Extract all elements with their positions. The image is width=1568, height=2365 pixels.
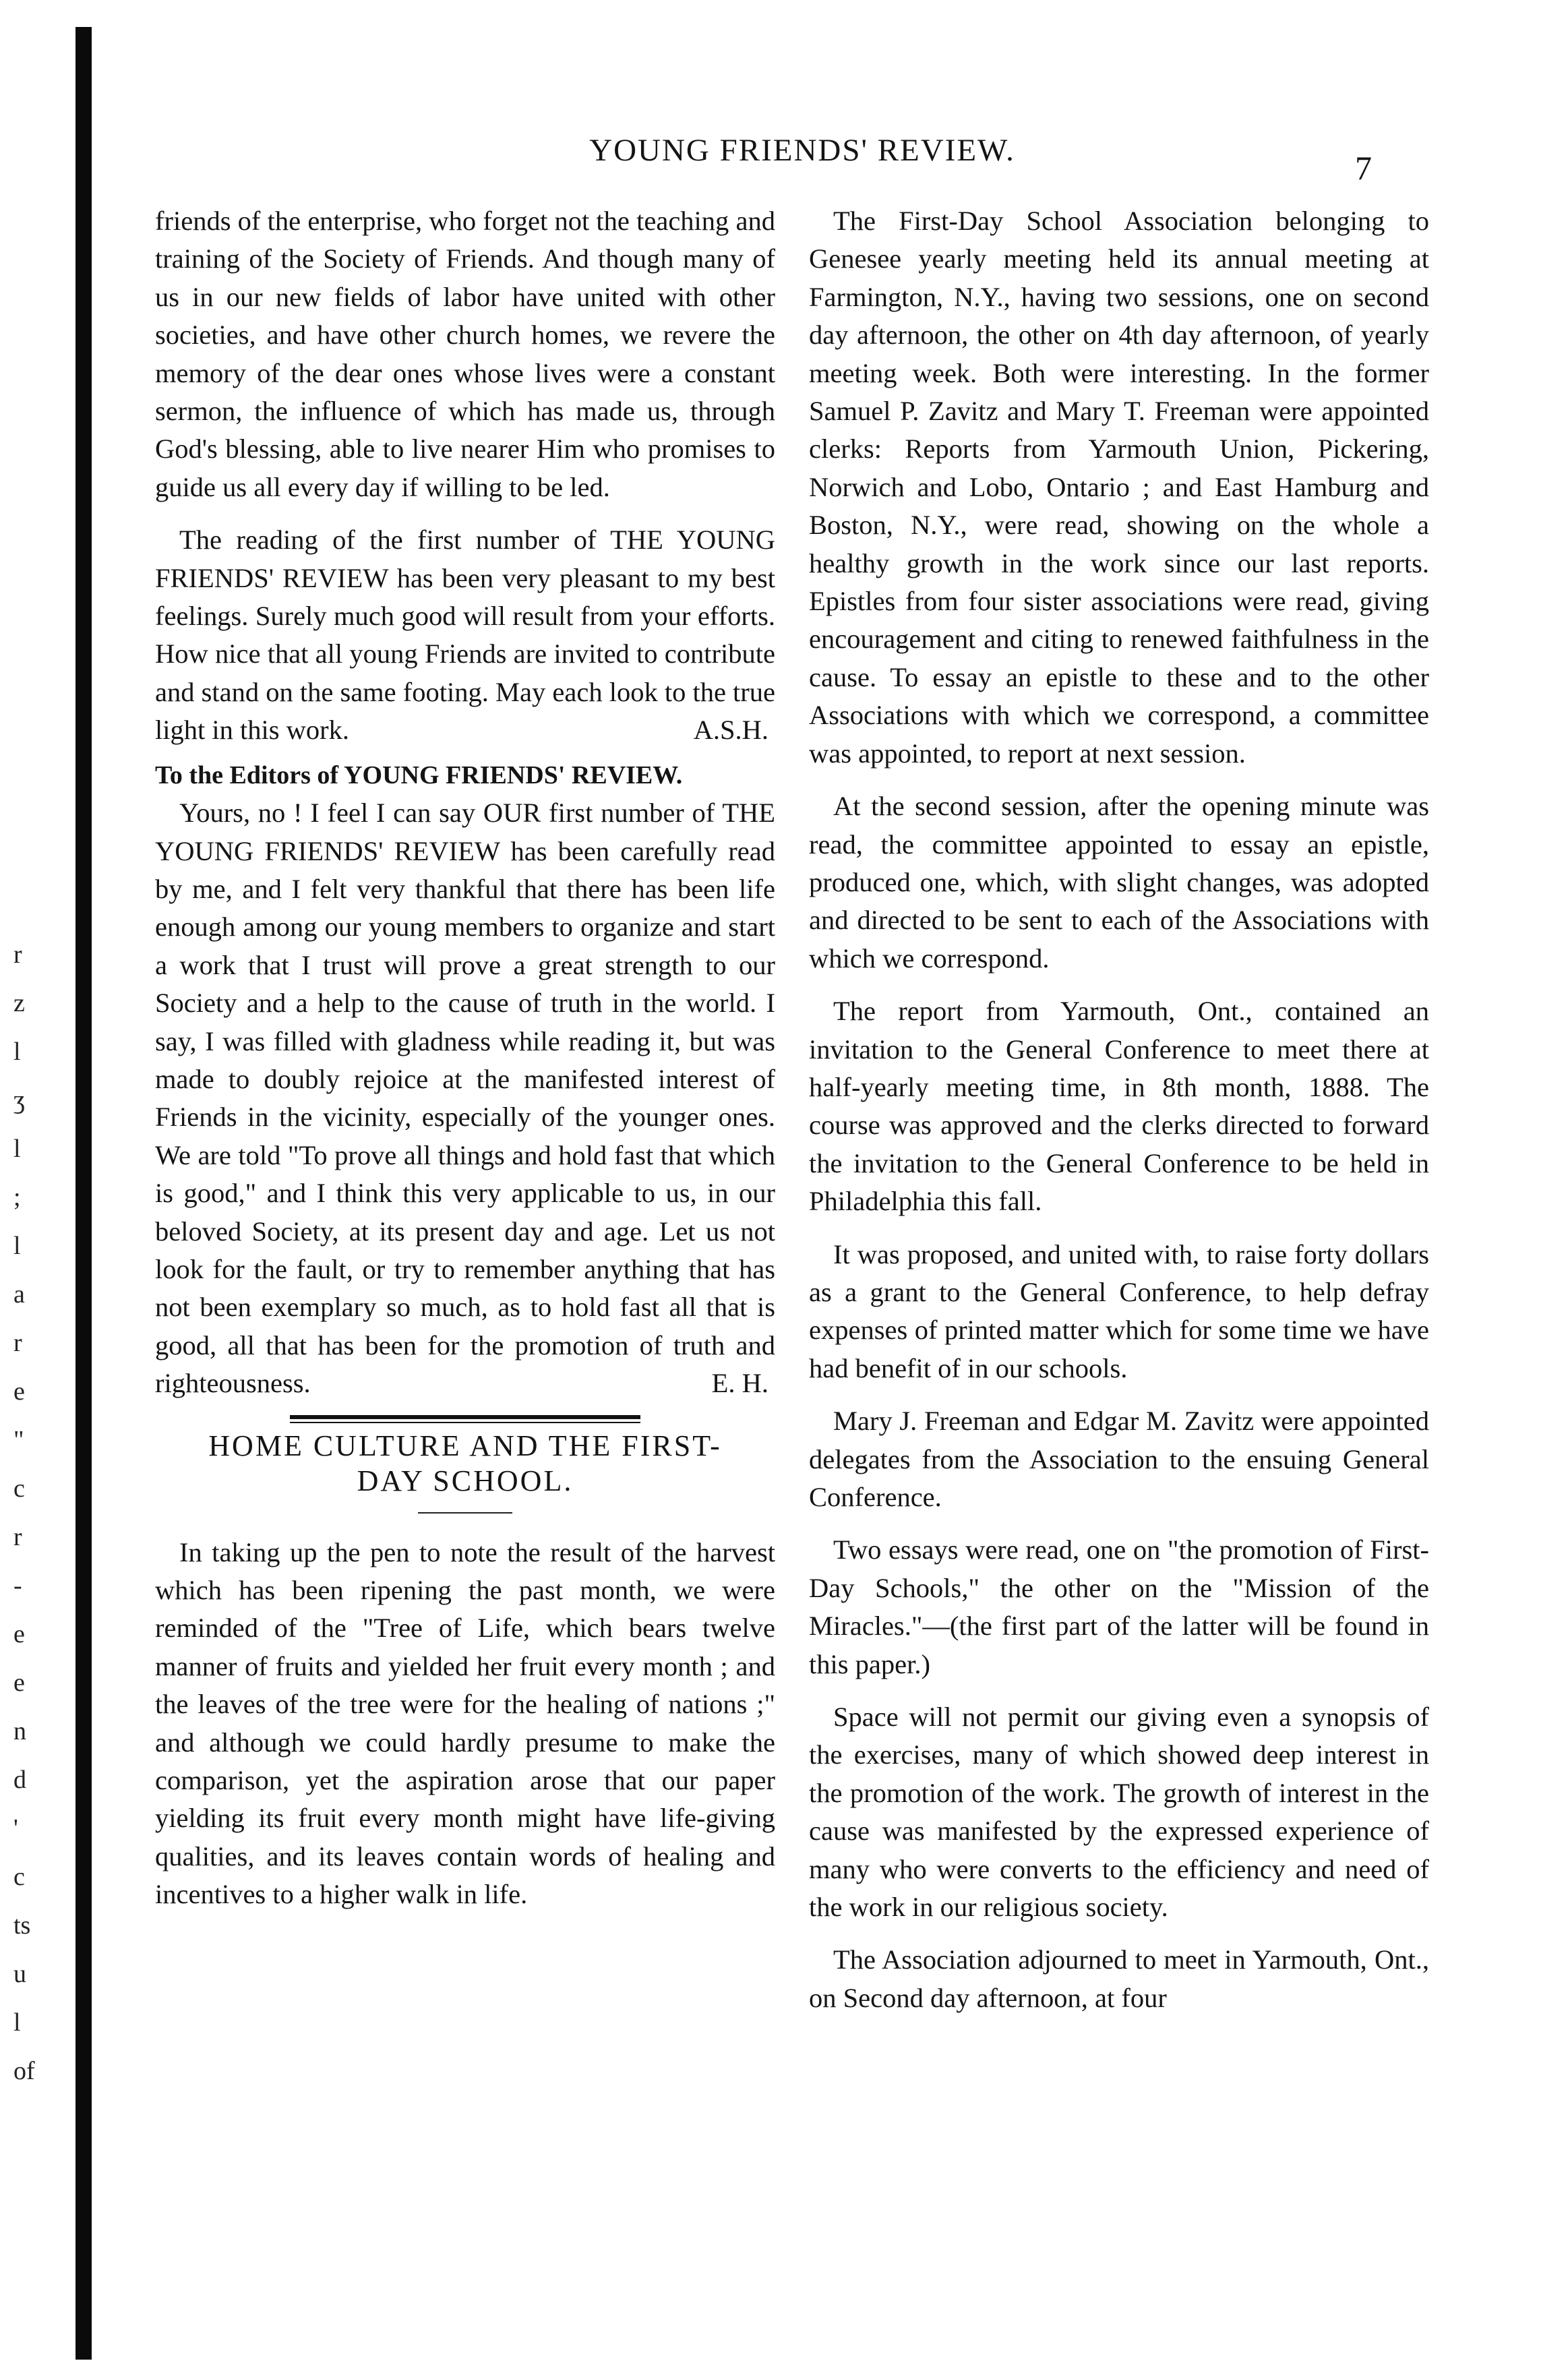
paragraph: Two essays were read, one on "the promotion of First-Day Schools," the other on the "Mission of the Miracles."—(the first part of the latter will be found in this paper.) — [809, 1534, 1429, 1679]
margin-fragment: c — [13, 1474, 25, 1503]
paragraph: The report from Yarmouth, Ont., contained an invitation to the General Conference to meet there at half-yearly meeting time, in 8th month, 1888. The course was approved and the clerks directed to forward the invitation to the General Conference to be held in Philadelphia this fall. — [809, 996, 1429, 1217]
paragraph — [155, 521, 775, 749]
margin-fragment: l — [13, 2008, 21, 2037]
paragraph: In taking up the pen to note the result of the harvest which has been ripening the past month, we were reminded of the "Tree of Life, which bears twelve manner of fruits and yielded her fruit every month ; and the leaves of the tree were for the healing of nations ;" and although we could hardly presume to make the comparison, yet the aspiration arose that our paper yielding its fruit every month might have life-giving qualities, and its leaves contain words of healing and incentives to a higher walk in life. — [155, 1536, 775, 1910]
margin-fragment: u — [13, 1960, 26, 1988]
margin-fragment: n — [13, 1717, 26, 1745]
section-heading-line: HOME CULTURE AND THE FIRST- — [208, 1429, 722, 1462]
heading-rule — [418, 1512, 512, 1514]
margin-fragments — [13, 930, 74, 2095]
paragraph: The Association adjourned to meet in Yarmouth, Ont., on Second day afternoon, at four — [809, 1944, 1429, 2013]
margin-fragment: ts — [13, 1911, 31, 1940]
paragraph: It was proposed, and united with, to raise forty dollars as a grant to the General Conference, to help defray expenses of printed matter which for some time we have had benefit of in our schools. — [809, 1238, 1429, 1383]
margin-fragment: ; — [13, 1183, 21, 1211]
left-column — [155, 202, 775, 1914]
paragraph-text: Yours, no ! I feel I can say OUR first number of THE YOUNG FRIENDS' REVIEW has been carefully read by me, and I felt very thankful that there has been life enough among our young members to organize and start a work that I trust will prove a great strength to our Society and a help to the cause of truth in the world. I say, I was filled with gladness while reading it, but was made to doubly rejoice at the manifested interest of Friends in the vicinity, especially of the younger ones. We are told "To prove all things and hold fast that which is good," and I think this very applicable to us, in our beloved Society, at its present day and age. Let us not look for the fault, or try to remember anything that has not been exemplary so much, as to hold fast all that is good, all that has been for the promotion of truth and righteousness. — [155, 798, 775, 1399]
binding-edge — [76, 27, 92, 2360]
section-divider — [290, 1415, 640, 1423]
margin-fragment: l — [13, 1232, 21, 1260]
margin-fragment: l — [13, 1135, 21, 1163]
margin-fragment: z — [13, 989, 25, 1017]
letter-heading: To the Editors of YOUNG FRIENDS' REVIEW. — [155, 760, 683, 789]
margin-fragment: c — [13, 1863, 25, 1891]
margin-fragment: r — [13, 1329, 22, 1357]
paragraph: Space will not permit our giving even a synopsis of the exercises, many of which showed deep interest in the promotion of the work. The growth of interest in the cause was manifested by the expressed experience of many who were converts to the efficiency and need of the work in our religious society. — [809, 1702, 1429, 1923]
margin-fragment: e — [13, 1377, 25, 1406]
section-heading-line: DAY SCHOOL. — [357, 1464, 574, 1497]
paragraph: Mary J. Freeman and Edgar M. Zavitz were appointed delegates from the Association to the ensuing General Conference. — [809, 1406, 1429, 1512]
margin-fragment: d — [13, 1766, 26, 1794]
margin-fragment: ' — [13, 1814, 18, 1843]
paragraph: The First-Day School Association belonging to Genesee yearly meeting held its annual meeting at Farmington, N.Y., having two sessions, one on second day afternoon, the other on 4th day afternoon, of yearly meeting week. Both were interesting. In the former Samuel P. Zavitz and Mary T. Freeman were appointed clerks: Reports from Yarmouth Union, Pickering, Norwich and Lobo, Ontario ; and East Hamburg and Boston, N.Y., were read, showing on the whole a healthy growth in the work since our last reports. Epistles from four sister associations were read, giving encouragement and citing to renewed faithfulness in the cause. To essay an epistle to these and to the other Associations with which we correspond, a committee was appointed, to report at next session. — [809, 206, 1429, 769]
paragraph: friends of the enterprise, who forget not the teaching and training of the Society of Friends. And though many of us in our new fields of labor have united with other societies, and have other church homes, we revere the memory of the dear ones whose lives were a constant sermon, the influence of which has made us, through God's blessing, able to live nearer Him who promises to guide us all every day if willing to be led. — [155, 206, 775, 502]
signature: A.S.H. — [693, 715, 768, 746]
running-head: YOUNG FRIENDS' REVIEW. — [589, 133, 1015, 168]
margin-fragment: r — [13, 940, 22, 969]
margin-fragment: ʒ — [13, 1086, 25, 1114]
margin-fragment: - — [13, 1571, 22, 1600]
margin-fragment: l — [13, 1038, 21, 1066]
margin-fragment: e — [13, 1669, 25, 1697]
margin-fragment: r — [13, 1523, 22, 1551]
paragraph-text: The reading of the first number of THE YOUNG FRIENDS' REVIEW has been very pleasant to my best feelings. Surely much good will result from your efforts. How nice that all young Friends are invited to contribute and stand on the same footing. May each look to the true light in this work. — [155, 525, 776, 746]
margin-fragment: a — [13, 1280, 25, 1309]
margin-fragment: of — [13, 2057, 35, 2085]
paragraph: At the second session, after the opening minute was read, the committee appointed to essay an epistle, produced one, which, with slight changes, was adopted and directed to be sent to each of the Associations with which we correspond. — [809, 791, 1429, 974]
margin-fragment: e — [13, 1620, 25, 1648]
signature: E. H. — [711, 1368, 768, 1399]
page-number: 7 — [1355, 149, 1372, 187]
right-column — [809, 202, 1429, 2017]
margin-fragment: " — [13, 1426, 24, 1454]
paragraph — [155, 794, 775, 1403]
section-heading — [155, 1429, 775, 1499]
